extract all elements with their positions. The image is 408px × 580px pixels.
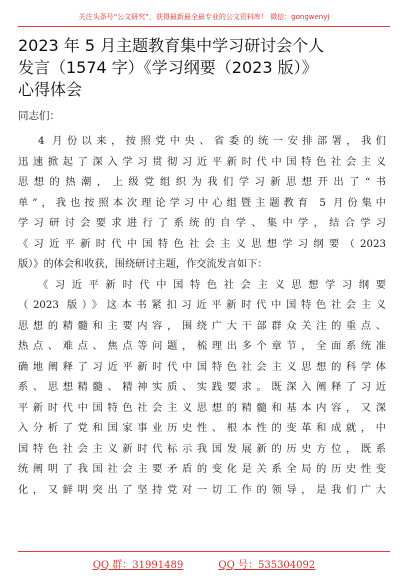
- text-line: 热点、难点、焦点等问题，梳理出多个章节，全面系统准: [18, 341, 386, 352]
- footer: [0, 556, 408, 571]
- body-text: [18, 132, 386, 501]
- text-line: 确地阐释了习近平新时代中国特色社会主义思想的科学体: [18, 361, 386, 373]
- text-line: 4 月份以来，按照党中央、省委的统一安排部署，我们: [38, 136, 386, 147]
- footer-qq-number: QQ 号：535304092: [218, 560, 316, 571]
- text-line: 入分析了党和国家事业历史性、根本性的变革和成就，中: [18, 423, 386, 434]
- text-line: 平新时代中国特色社会主义思想的精髓和基本内容，又深: [18, 402, 386, 414]
- text-line: 系、思想精髓、精神实质、实践要求。既深入阐释了习近: [18, 382, 386, 393]
- header-banner: 关注头条号“公文研究”，获得最新最全最专业的公文资料库！ 微信：gongwenyj: [78, 13, 330, 21]
- text-line: 《习近平新时代中国特色社会主义思想学习纲要: [38, 279, 386, 291]
- text-line: 学习研讨会要求进行了系统的自学、集中学，结合学习: [18, 218, 386, 229]
- greeting: 同志们：: [18, 110, 60, 122]
- text-line: 思想的热潮，上级党组织为我们学习新思想开出了“书: [18, 177, 386, 188]
- text-line: 迅速掀起了深入学习贯彻习近平新时代中国特色社会主义: [18, 156, 386, 168]
- footer-qq-group: QQ 群：31991489: [92, 560, 184, 571]
- document-title: [18, 35, 386, 101]
- text-line: （2023 版）》这本书紧扣习近平新时代中国特色社会主义: [18, 300, 386, 311]
- text-line: 国特色社会主义新时代标示我国发展新的历史方位，既系: [18, 443, 386, 455]
- text-line: 单”，我也按照本次理论学习中心组暨主题教育 5 月份集中: [18, 197, 386, 209]
- text-line: 化，又鲜明突出了坚持党对一切工作的领导，是我们广大: [18, 484, 386, 496]
- footer-divider: [18, 551, 390, 552]
- title-line: 心得体会: [18, 80, 83, 99]
- text-line: 统阐明了我国社会主要矛盾的变化是关系全局的历史性变: [18, 464, 386, 475]
- header-divider: [18, 26, 390, 27]
- title-line: 2023 年 5 月主题教育集中学习研讨会个人: [18, 36, 325, 55]
- title-line: 发言（1574 字）《学习纲要（2023 版）》: [18, 58, 318, 77]
- text-line: 版）》的体会和收获，围绕研讨主题，作交流发言如下：: [18, 259, 268, 270]
- text-line: 思想的精髓和主要内容，围绕广大干部群众关注的重点、: [18, 320, 386, 332]
- text-line: 《习近平新时代中国特色社会主义思想学习纲要（2023: [18, 238, 386, 250]
